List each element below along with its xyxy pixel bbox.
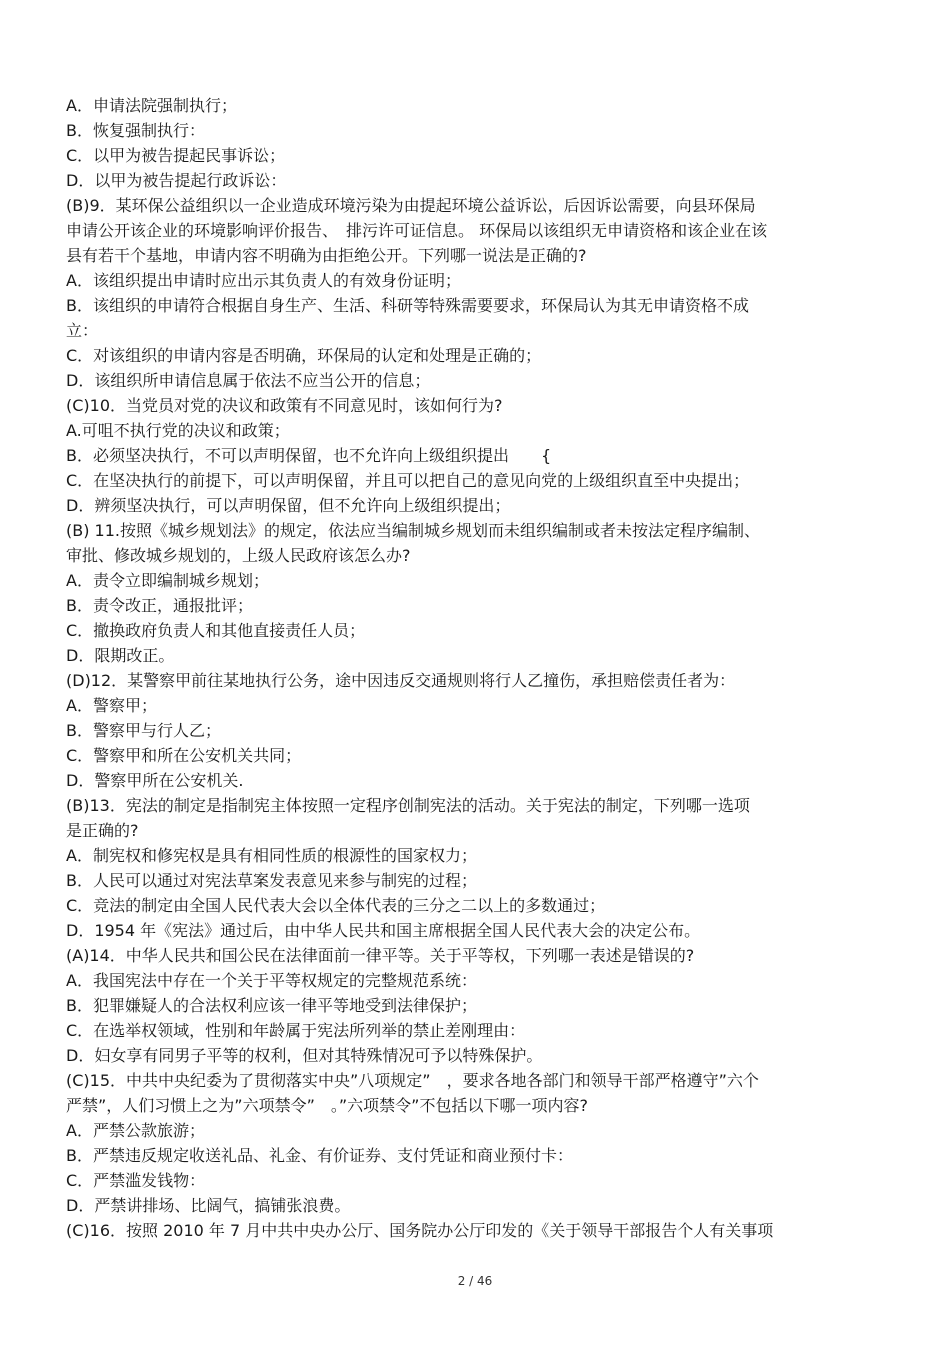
text-line: (C)10．当党员对党的决议和政策有不同意见时，该如何行为? [66, 396, 503, 415]
text-line: 申请公开该企业的环境影响评价报告、 排污许可证信息。 环保局以该组织无申请资格和该企业在该 [66, 221, 768, 240]
text-line: (B) 11.按照《城乡规划法》的规定，依法应当编制城乡规划而未组织编制或者未按法定程序编制、 [66, 521, 760, 540]
text-line: 县有若干个基地，申请内容不明确为由拒绝公开。下列哪一说法是正确的? [66, 246, 587, 265]
text-line: D．以甲为被告提起行政诉讼： [66, 171, 287, 190]
text-line: D．限期改正。 [66, 646, 175, 665]
text-line: A．制宪权和修宪权是具有相同性质的根源性的国家权力； [66, 846, 477, 865]
text-line: C．撤换政府负责人和其他直接责任人员； [66, 621, 366, 640]
document-body [66, 93, 881, 1243]
text-line: A．我国宪法中存在一个关于平等权规定的完整规范系统： [66, 971, 477, 990]
text-line: 严禁”，人们习惯上之为”六项禁令” 。”六项禁令”不包括以下哪一项内容? [66, 1096, 588, 1115]
text-line: (B)13．宪法的制定是指制宪主体按照一定程序创制宪法的活动。关于宪法的制定，下列哪一选项 [66, 796, 750, 815]
text-line: B．责令改正，通报批评； [66, 596, 253, 615]
text-line: 审批、修改城乡规划的，上级人民政府该怎么办? [66, 546, 411, 565]
text-line: A．申请法院强制执行； [66, 96, 237, 115]
text-line: C．在坚决执行的前提下，可以声明保留，并且可以把自己的意见向党的上级组织直至中央提出； [66, 471, 750, 490]
text-line: B．必须坚决执行，不可以声明保留，也不允许向上级组织提出 { [66, 446, 552, 465]
text-line: A．严禁公款旅游； [66, 1121, 205, 1140]
text-line: D．警察甲所在公安机关. [66, 771, 244, 790]
text-line: C．在选举权领域，性别和年龄属于宪法所列举的禁止差刚理由： [66, 1021, 526, 1040]
text-line: D．严禁讲排场、比阔气，搞铺张浪费。 [66, 1196, 351, 1215]
text-line: D．辨须坚决执行，可以声明保留，但不允许向上级组织提出； [66, 496, 511, 515]
text-line: C．以甲为被告提起民事诉讼； [66, 146, 286, 165]
text-line: C．严禁滥发钱物： [66, 1171, 206, 1190]
text-line: C．警察甲和所在公安机关共同； [66, 746, 302, 765]
text-line: A．该组织提出申请时应出示其负责人的有效身份证明； [66, 271, 461, 290]
text-line: 立： [66, 321, 99, 340]
text-line: B．犯罪嫌疑人的合法权利应该一律平等地受到法律保护； [66, 996, 477, 1015]
text-line: A.可咀不执行党的决议和政策； [66, 421, 290, 440]
text-line: B．该组织的申请符合根据自身生产、生活、科研等特殊需要要求，环保局认为其无申请资格不成 [66, 296, 749, 315]
text-line: C．竞法的制定由全国人民代表大会以全体代表的三分之二以上的多数通过； [66, 896, 606, 915]
text-line: 是正确的? [66, 821, 139, 840]
text-line: B．警察甲与行人乙； [66, 721, 221, 740]
text-line: D．该组织所申请信息属于依法不应当公开的信息； [66, 371, 431, 390]
page-number: 2 / 46 [457, 1274, 493, 1288]
text-line: A．责令立即编制城乡规划； [66, 571, 269, 590]
text-line: D．妇女享有同男子平等的权利，但对其特殊情况可予以特殊保护。 [66, 1046, 543, 1065]
text-line: A．警察甲； [66, 696, 157, 715]
text-line: (D)12．某警察甲前往某地执行公务，途中因违反交通规则将行人乙撞伤，承担赔偿责任者为： [66, 671, 736, 690]
text-line: (C)15．中共中央纪委为了贯彻落实中央”八项规定” ，要求各地各部门和领导干部严格遵守”六个 [66, 1071, 759, 1090]
text-line: C．对该组织的申请内容是否明确，环保局的认定和处理是正确的； [66, 346, 542, 365]
text-line: (C)16．按照 2010 年 7 月中共中央办公厅、国务院办公厅印发的《关于领导干部报告个人有关事项 [66, 1221, 774, 1240]
text-line: B．恢复强制执行： [66, 121, 205, 140]
text-line: B．人民可以通过对宪法草案发表意见来参与制宪的过程； [66, 871, 477, 890]
text-line: (A)14．中华人民共和国公民在法律面前一律平等。关于平等权，下列哪一表述是错误的? [66, 946, 695, 965]
text-line: B．严禁违反规定收送礼品、礼金、有价证券、支付凭证和商业预付卡： [66, 1146, 573, 1165]
text-line: D．1954 年《宪法》通过后，由中华人民共和国主席根据全国人民代表大会的决定公布。 [66, 921, 701, 940]
text-line: (B)9．某环保公益组织以一企业造成环境污染为由提起环境公益诉讼，后因诉讼需要，向县环保局 [66, 196, 756, 215]
